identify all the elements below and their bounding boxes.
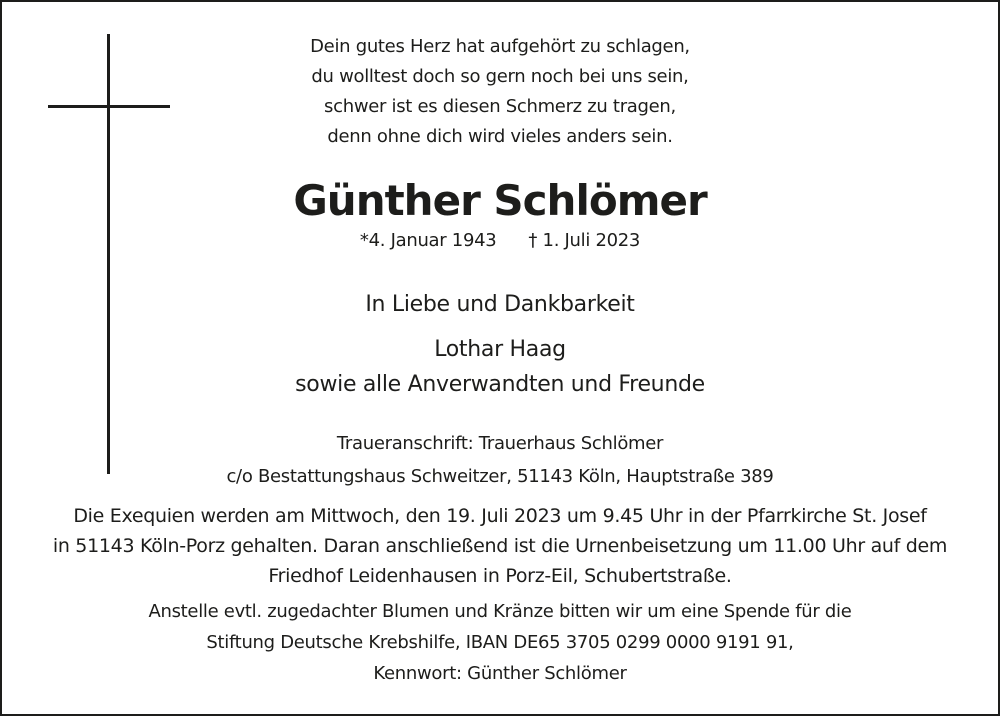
birth-date: *4. Januar 1943 — [359, 230, 497, 251]
death-date: † 1. Juli 2023 — [528, 230, 641, 251]
donation-line-2: Stiftung Deutsche Krebshilfe, IBAN DE65 3705 0299 0000 9191 91, — [206, 632, 794, 653]
poem-line-4: denn ohne dich wird vieles anders sein. — [327, 126, 673, 147]
mourners-intro: In Liebe und Dankbarkeit — [365, 292, 635, 317]
poem-line-2: du wolltest doch so gern noch bei uns sein, — [311, 66, 689, 87]
service-line-1: Die Exequien werden am Mittwoch, den 19. Juli 2023 um 9.45 Uhr in der Pfarrkirche St. Josef — [73, 505, 927, 527]
mourners-others: sowie alle Anverwandten und Freunde — [295, 372, 705, 397]
service-line-3: Friedhof Leidenhausen in Porz-Eil, Schubertstraße. — [268, 565, 732, 587]
poem-line-1: Dein gutes Herz hat aufgehört zu schlagen, — [310, 36, 690, 57]
donation-line-3: Kennwort: Günther Schlömer — [373, 663, 627, 684]
life-dates — [0, 230, 1000, 251]
deceased-name: Günther Schlömer — [293, 176, 707, 225]
donation-line-1: Anstelle evtl. zugedachter Blumen und Kränze bitten wir um eine Spende für die — [148, 601, 852, 622]
service-line-2: in 51143 Köln-Porz gehalten. Daran anschließend ist die Urnenbeisetzung um 11.00 Uhr auf dem — [52, 535, 948, 557]
address-line-2: c/o Bestattungshaus Schweitzer, 51143 Köln, Hauptstraße 389 — [226, 466, 774, 487]
poem-line-3: schwer ist es diesen Schmerz zu tragen, — [324, 96, 676, 117]
address-line-1: Traueranschrift: Trauerhaus Schlömer — [336, 433, 664, 454]
mourner-name: Lothar Haag — [434, 337, 566, 362]
